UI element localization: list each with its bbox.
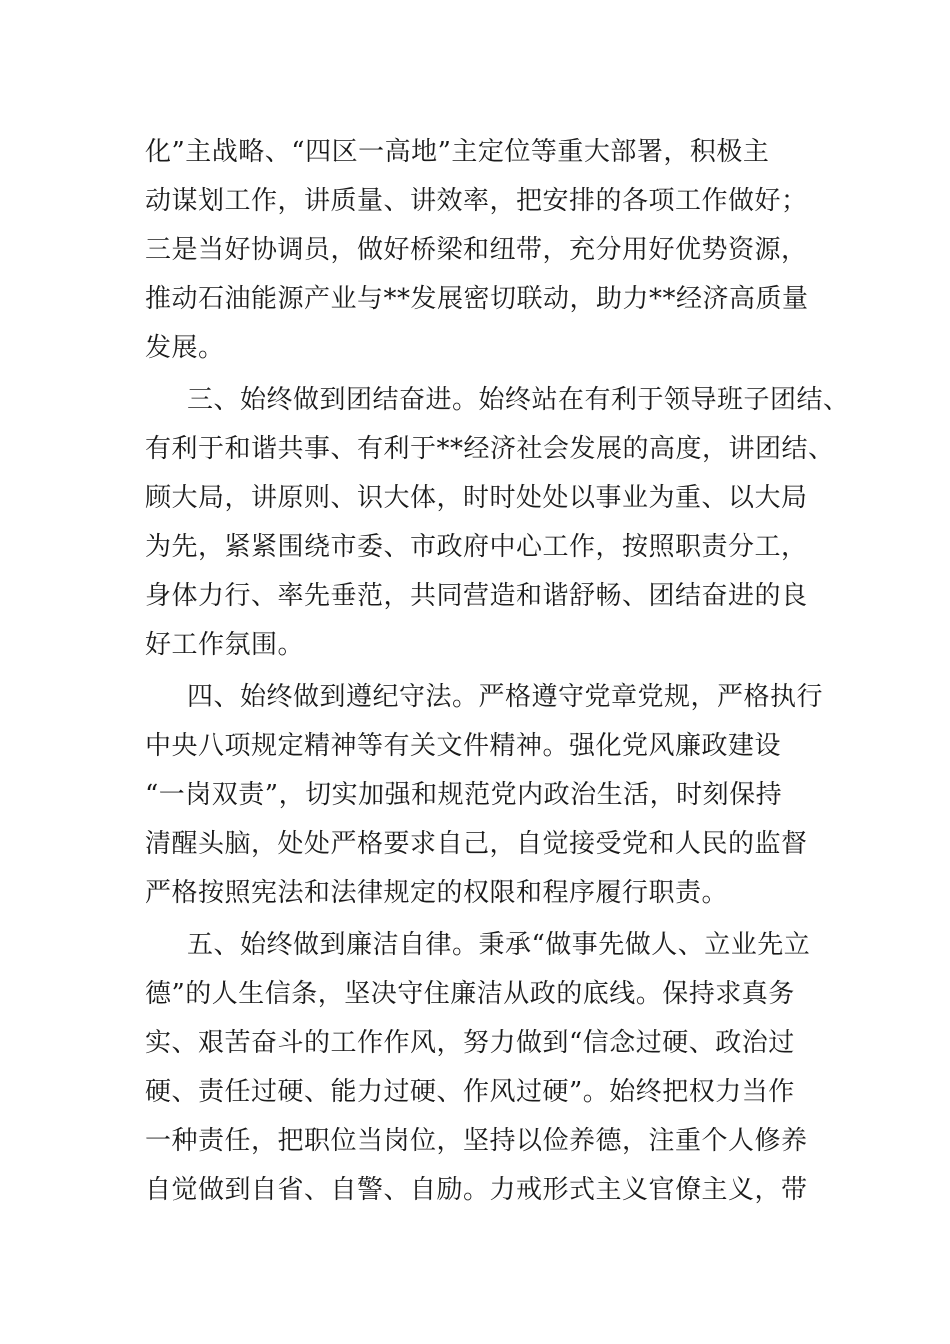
- text-line-7: 有利于和谐共事、有利于**经济社会发展的高度，讲团结、: [145, 434, 835, 464]
- text-line-15: 清醒头脑，处处严格要求自己，自觉接受党和人民的监督: [145, 829, 808, 859]
- text-line-3: 三是当好协调员，做好桥梁和纽带，充分用好优势资源，: [145, 235, 808, 265]
- text-line-4: 推动石油能源产业与**发展密切联动，助力**经济高质量: [145, 284, 809, 314]
- text-line-10: 身体力行、率先垂范，共同营造和谐舒畅、团结奋进的良: [145, 581, 808, 611]
- text-line-19: 实、艰苦奋斗的工作作风，努力做到“信念过硬、政治过: [145, 1028, 795, 1058]
- text-line-21: 一种责任，把职位当岗位，坚持以俭养德，注重个人修养: [145, 1126, 808, 1156]
- text-line-22: 自觉做到自省、自警、自励。力戒形式主义官僚主义，带: [145, 1175, 808, 1205]
- text-line-13: 中央八项规定精神等有关文件精神。强化党风廉政建设: [145, 731, 782, 761]
- text-line-18: 德”的人生信条，坚决守住廉洁从政的底线。保持求真务: [145, 979, 795, 1009]
- paragraph-4-heading-line: 四、始终做到遵纪守法。严格遵守党章党规，严格执行: [187, 682, 824, 712]
- text-line-1: 化”主战略、“四区一高地”主定位等重大部署，积极主: [145, 137, 770, 167]
- paragraph-3-heading-line: 三、始终做到团结奋进。始终站在有利于领导班子团结、: [187, 385, 850, 415]
- paragraph-5-heading-line: 五、始终做到廉洁自律。秉承“做事先做人、立业先立: [187, 930, 811, 960]
- text-line-9: 为先，紧紧围绕市委、市政府中心工作，按照职责分工，: [145, 532, 808, 562]
- text-line-16: 严格按照宪法和法律规定的权限和程序履行职责。: [145, 878, 729, 908]
- text-line-20: 硬、责任过硬、能力过硬、作风过硬”。始终把权力当作: [145, 1077, 795, 1107]
- text-line-5: 发展。: [145, 333, 225, 363]
- text-line-14: “一岗双责”，切实加强和规范党内政治生活，时刻保持: [145, 780, 783, 810]
- text-line-8: 顾大局，讲原则、识大体，时时处处以事业为重、以大局: [145, 483, 808, 513]
- text-line-2: 动谋划工作，讲质量、讲效率，把安排的各项工作做好；: [145, 186, 808, 216]
- text-line-11: 好工作氛围。: [145, 630, 305, 660]
